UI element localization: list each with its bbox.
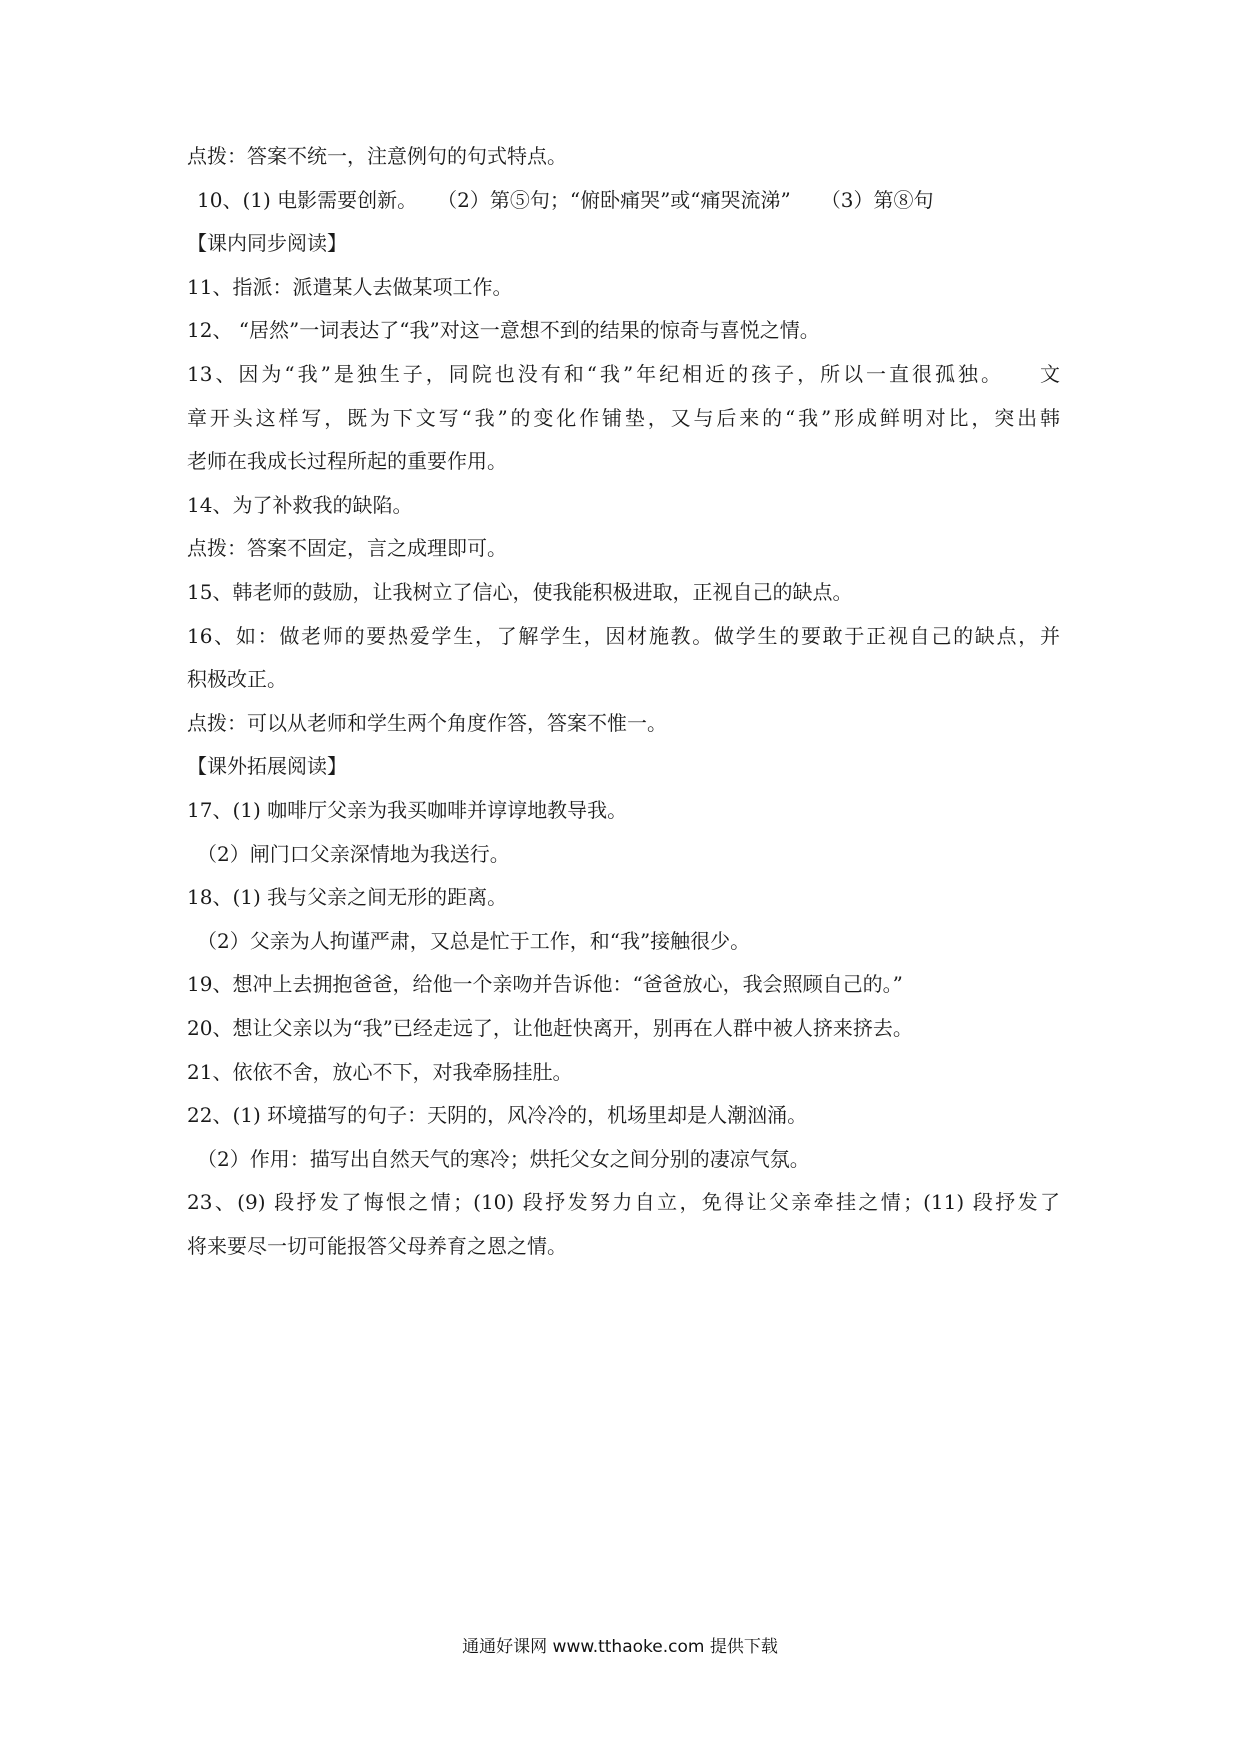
- text-line: 点拨：答案不统一，注意例句的句式特点。: [187, 144, 567, 168]
- text-line: 16、如：做老师的要热爱学生，了解学生，因材施教。做学生的要敢于正视自己的缺点，并: [187, 624, 1060, 648]
- text-line: 20、想让父亲以为“我”已经走远了，让他赶快离开，别再在人群中被人挤来挤去。: [187, 1016, 913, 1040]
- section-heading: 【课外拓展阅读】: [187, 754, 347, 778]
- text-line: 21、依依不舍，放心不下，对我牵肠挂肚。: [187, 1060, 573, 1084]
- text-line: （2）闸门口父亲深情地为我送行。: [197, 842, 510, 866]
- text-line: （2）父亲为人拘谨严肃，又总是忙于工作，和“我”接触很少。: [197, 929, 751, 953]
- text-line: 积极改正。: [187, 667, 287, 691]
- text-line: 19、想冲上去拥抱爸爸，给他一个亲吻并告诉他：“爸爸放心，我会照顾自己的。”: [187, 972, 903, 996]
- text-line: 10、(1) 电影需要创新。 （2）第⑤句；“俯卧痛哭”或“痛哭流涕” （3）第⑧句: [197, 188, 934, 212]
- text-line: 18、(1) 我与父亲之间无形的距离。: [187, 885, 508, 909]
- page-footer: 通通好课网 www.tthaoke.com 提供下载: [462, 1637, 778, 1657]
- text-line: 点拨：答案不固定，言之成理即可。: [187, 536, 507, 560]
- text-line: 11、指派：派遣某人去做某项工作。: [187, 275, 513, 299]
- text-line: 老师在我成长过程所起的重要作用。: [187, 449, 507, 473]
- text-line: 23、(9) 段抒发了悔恨之情；(10) 段抒发努力自立，免得让父亲牵挂之情；(11) 段抒发了: [187, 1190, 1060, 1214]
- text-line: 14、为了补救我的缺陷。: [187, 493, 413, 517]
- text-line: 17、(1) 咖啡厅父亲为我买咖啡并谆谆地教导我。: [187, 798, 628, 822]
- text-line: 22、(1) 环境描写的句子：天阴的，风冷冷的，机场里却是人潮汹涌。: [187, 1103, 808, 1127]
- text-line: （2）作用：描写出自然天气的寒冷；烘托父女之间分别的凄凉气氛。: [197, 1147, 810, 1171]
- text-line: 15、韩老师的鼓励，让我树立了信心，使我能积极进取，正视自己的缺点。: [187, 580, 853, 604]
- text-line: 章开头这样写，既为下文写“我”的变化作铺垫，又与后来的“我”形成鲜明对比，突出韩: [187, 406, 1060, 430]
- text-line: 点拨：可以从老师和学生两个角度作答，答案不惟一。: [187, 711, 667, 735]
- section-heading: 【课内同步阅读】: [187, 231, 347, 255]
- text-line: 13、因为“我”是独生子，同院也没有和“我”年纪相近的孩子，所以一直很孤独。 文: [187, 362, 1060, 386]
- text-line: 将来要尽一切可能报答父母养育之恩之情。: [187, 1234, 567, 1258]
- text-line: 12、 “居然”一词表达了“我”对这一意想不到的结果的惊奇与喜悦之情。: [187, 318, 820, 342]
